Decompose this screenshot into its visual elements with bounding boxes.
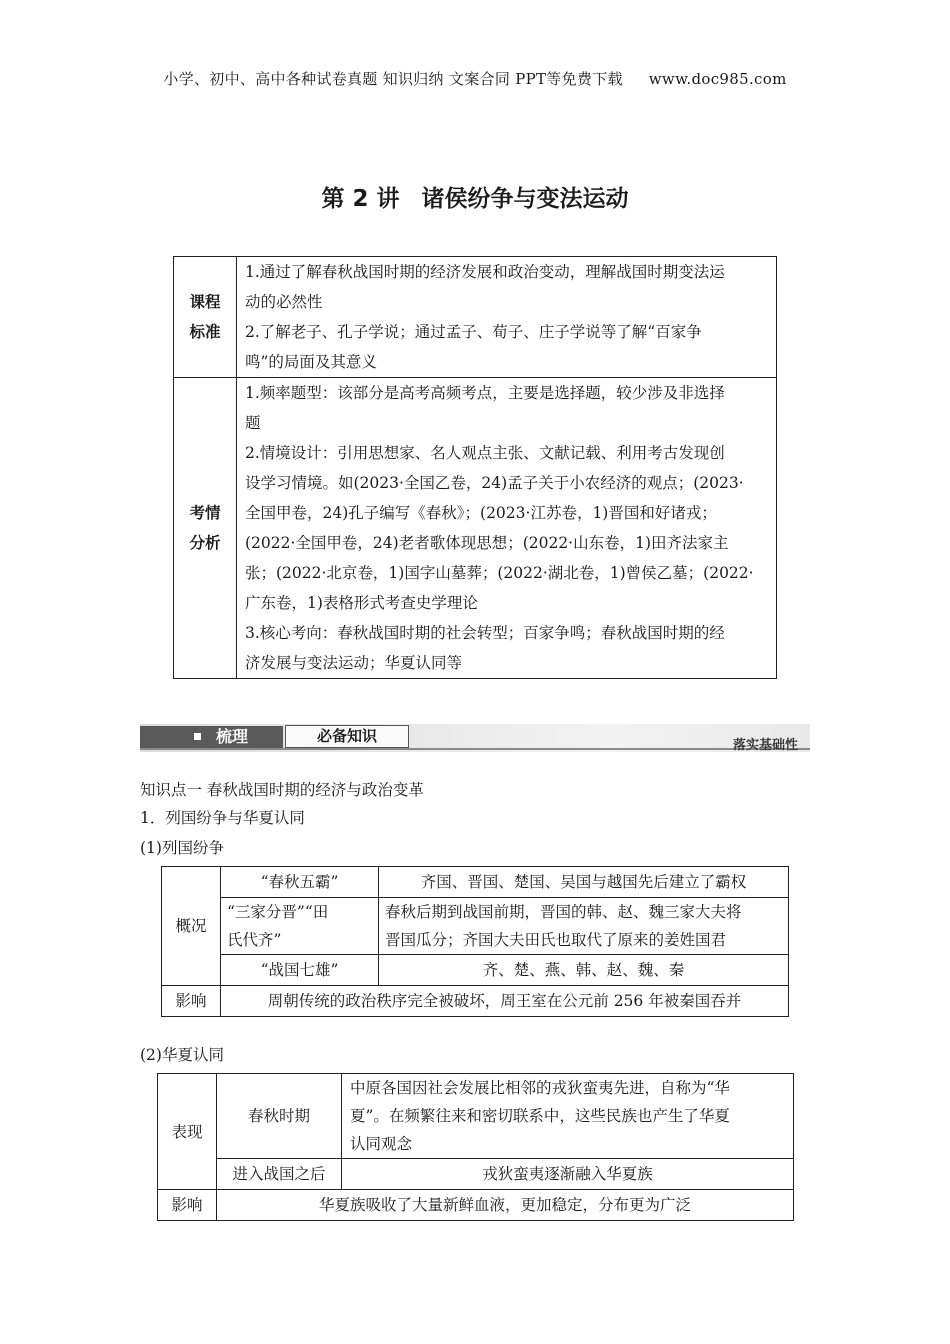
table-row (158, 1190, 794, 1221)
cell-name: “春秋五霸” (221, 867, 379, 898)
impact-content: 华夏族吸收了大量新鲜血液，更加稳定，分布更为广泛 (217, 1190, 794, 1221)
knowledge-point-heading: 知识点一 春秋战国时期的经济与政治变革 (140, 781, 424, 799)
table-row (174, 257, 777, 378)
cell-name: “三家分晋”“田 氏代齐” (221, 898, 379, 955)
banner-label-right: 落实基础性 (732, 738, 798, 753)
lecture-number: 第 2 讲 (321, 186, 400, 212)
sub-heading-conflict: (1)列国纷争 (140, 839, 224, 857)
impact-label: 影响 (162, 986, 221, 1017)
cell-desc: 齐国、晋国、楚国、吴国与越国先后建立了霸权 (379, 867, 789, 898)
cell-desc: 春秋后期到战国前期，晋国的韩、赵、魏三家大夫将 晋国瓜分；齐国大夫田氏也取代了原来的姜姓国君 (379, 898, 789, 955)
banner-label-middle: 必备知识 (316, 727, 377, 745)
cell-name: “战国七雄” (221, 955, 379, 986)
table-row (162, 986, 789, 1017)
expression-label: 表现 (158, 1074, 217, 1190)
header-text: 小学、初中、高中各种试卷真题 知识归纳 文案合同 PPT等免费下载 (163, 70, 623, 88)
table-row (158, 1074, 794, 1159)
banner-label-left: 梳理 (216, 727, 249, 746)
standards-content: 1.通过了解春秋战国时期的经济发展和政治变动，理解战国时期变法运 动的必然性 2.了解老子、孔子学说；通过孟子、荀子、庄子学说等了解“百家争 鸣”的局面及其意义 (237, 257, 777, 378)
analysis-content: 1.频率题型：该部分是高考高频考点，主要是选择题，较少涉及非选择 题 2.情境设计：引用思想家、名人观点主张、文献记载、利用考古发现创 设学习情境。如(2023·全国乙卷，24)孟子关于小农经济的观点；(2023· 全国甲卷，24)孔子编写《春秋》；(2023·江苏卷，1)晋国和好诸戎； (2022·全国甲卷，24)老者歌体现思想；(2022·山东卷，1)田齐法家主 张；(2022·北京卷，1)国字山墓葬；(2022·湖北卷，1)曾侯乙墓；(2022· 广东卷，1)表格形式考查史学理论 3.核心考向：春秋战国时期的社会转型；百家争鸣；春秋战国时期的经 济发展与变法运动；华夏认同等 (237, 378, 777, 679)
table-row (162, 898, 789, 955)
conflict-table (161, 866, 789, 1017)
sub-heading-identity: (2)华夏认同 (140, 1046, 224, 1064)
impact-label: 影响 (158, 1190, 217, 1221)
overview-label: 概况 (162, 867, 221, 986)
page-header (0, 68, 950, 89)
table-row (162, 867, 789, 898)
section-banner (140, 724, 810, 752)
period-cell: 春秋时期 (217, 1074, 342, 1159)
page-title (0, 180, 950, 213)
standards-analysis-table (173, 256, 777, 679)
item-heading: 1．列国纷争与华夏认同 (140, 809, 305, 827)
square-bullet-icon (194, 733, 201, 740)
period-cell: 进入战国之后 (217, 1159, 342, 1190)
lecture-topic: 诸侯纷争与变法运动 (421, 186, 629, 212)
table-row (158, 1159, 794, 1190)
analysis-label: 考情 分析 (174, 378, 237, 679)
impact-content: 周朝传统的政治秩序完全被破坏，周王室在公元前 256 年被秦国吞并 (221, 986, 789, 1017)
period-desc: 中原各国因社会发展比相邻的戎狄蛮夷先进，自称为“华 夏”。在频繁往来和密切联系中，这些民族也产生了华夏 认同观念 (342, 1074, 794, 1159)
identity-table (157, 1073, 794, 1221)
period-desc: 戎狄蛮夷逐渐融入华夏族 (342, 1159, 794, 1190)
table-row (162, 955, 789, 986)
table-row (174, 378, 777, 679)
cell-desc: 齐、楚、燕、韩、赵、魏、秦 (379, 955, 789, 986)
header-site[interactable]: www.doc985.com (648, 70, 787, 88)
standards-label: 课程 标准 (174, 257, 237, 378)
